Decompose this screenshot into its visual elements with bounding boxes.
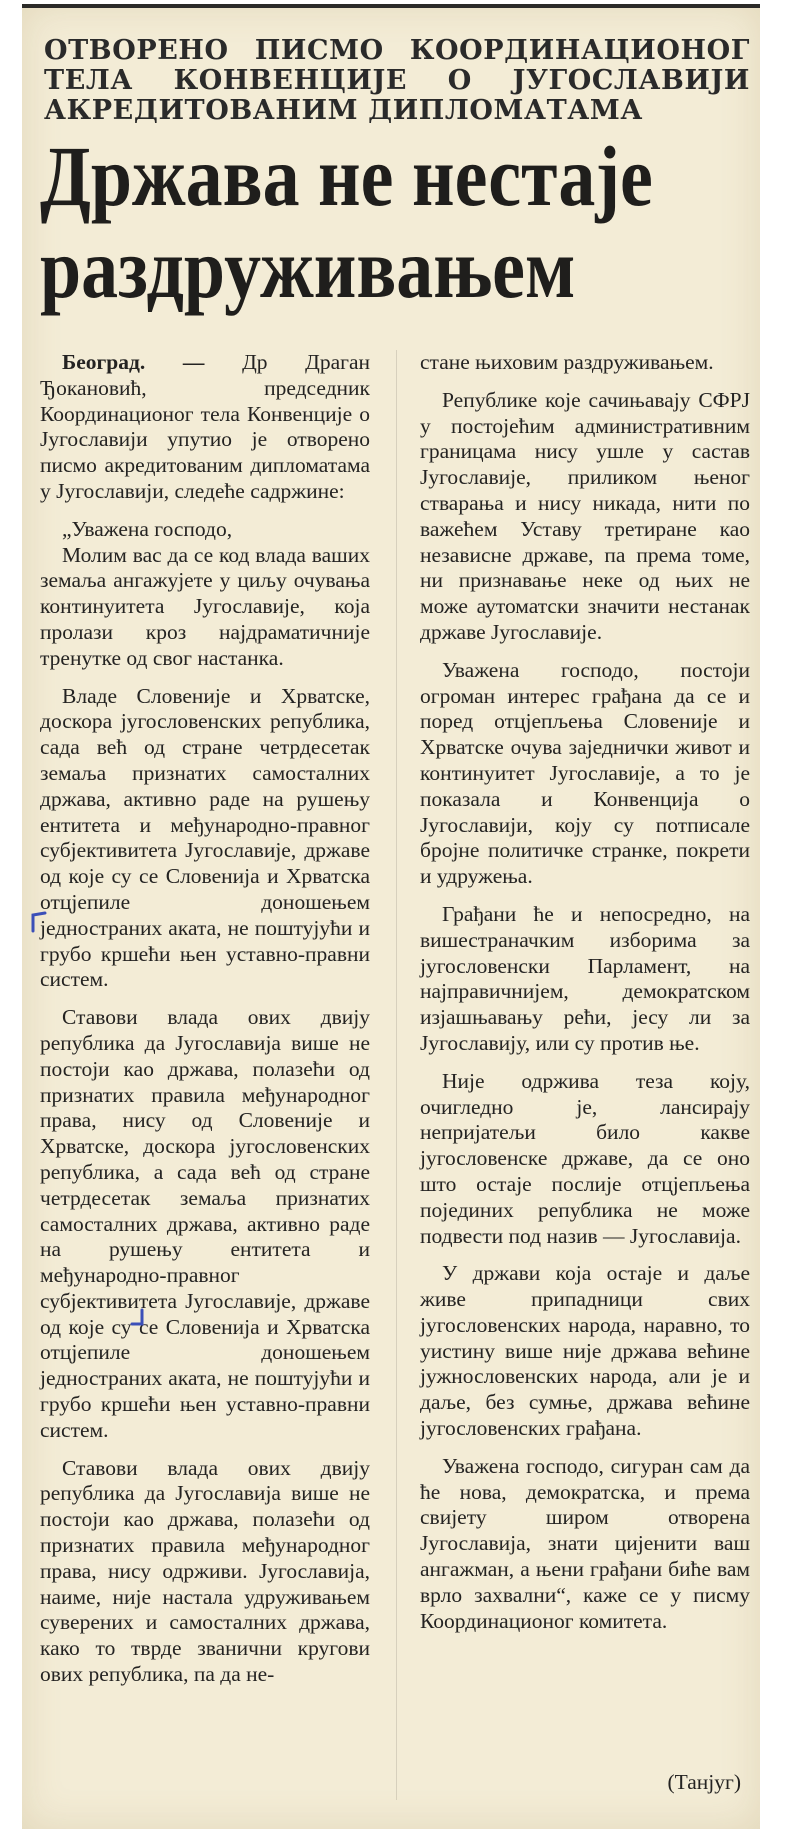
top-rule xyxy=(22,4,760,8)
pen-end-mark-icon xyxy=(128,1305,150,1335)
article-column-left xyxy=(40,350,370,1700)
paragraph: стане њиховим раздруживањем. xyxy=(420,350,714,374)
column-divider xyxy=(396,350,397,1800)
paragraph: Ставови влада ових двију република да Југославија више не постоји као држава, полазећи од признатих правила међународног права, нису од Словеније и Хрватске, доскора југословенских република, а сада већ од стране четрдесетак земаља признатих самосталних држава, активно раде на рушењу ентитета и међународно-правног субјективитета Југославије, државе од које су се Словенија и Хрватска отцјепиле доношењем једностраних аката, не поштујући и грубо кршећи њен уставно-правни систем. xyxy=(40,1005,370,1442)
article-column-right xyxy=(420,350,750,1646)
headline-line-2: раздруживањем xyxy=(40,220,576,316)
paragraph: Уважена господо, постоји огроман интерес грађана да се и поред отцјепљења Словеније и Хрватске очува заједнички живот и континуитет Југославије, а то је показала и Конвенција о Југославији, коју су потписале бројне политичке странке, покрети и удружења. xyxy=(420,657,750,889)
article-headline xyxy=(40,130,651,314)
source-credit: (Танјуг) xyxy=(667,1770,741,1794)
paragraph: Није одржива теза коју, очигледно је, лансирају непријатељи било какве југословенске државе, да се оно што остаје послије отцјепљења појединих република не може подвести под назив — Југославија. xyxy=(420,1068,750,1248)
paragraph: Уважена господо, сигуран сам да ће нова, демократска, и према свијету широм отворена Југославија, знати цијенити ваш ангажман, а њени грађани биће вам врло захвални“, каже се у писму Координационог комитета. xyxy=(420,1453,750,1633)
paragraph: Ставови влада ових двију република да Југославија више не постоји као држава, полазећи од признатих правила међународног права, нису одрживи. Југославија, наиме, није настала удруживањем суверених и самосталних држава, како то тврде званични кругови ових република, па да не- xyxy=(40,1455,370,1687)
paragraph: Грађани ће и непосредно, на вишестраначким изборима за југословенски Парламент, на најправичнијем, демократском изјашњавању рећи, јесу ли за Југославију, или су против ње. xyxy=(420,901,750,1055)
paragraph-text: Др Драган Ђокановић, председник Координационог тела Конвенције о Југославији упутио је отворено писмо акредитованим дипломатама у Југославији, следеће садржине: xyxy=(40,350,370,503)
headline-line-1: Држава не нестаје xyxy=(40,128,653,224)
paragraph: У држави која остаје и даље живе припадници свих југословенских народа, наравно, то уистину више није држава већине јужнословенских народа, али је и даље, без сумње, држава већине југословенских грађана. xyxy=(420,1261,750,1441)
article-kicker: ОТВОРЕНО ПИСМО КООРДИНАЦИОНОГ ТЕЛА КОНВЕНЦИЈЕ О ЈУГОСЛАВИЈИ АКРЕДИТОВАНИМ ДИПЛОМАТАМА xyxy=(44,35,750,126)
paragraph: Владе Словеније и Хрватске, доскора југословенских република, сада већ од стране четрдесетак земаља признатих самосталних држава, активно раде на рушењу ентитета и међународно-правног субјективитета Југославије, државе од које су се Словенија и Хрватска отцјепиле доношењем једностраних аката, не поштујући и грубо кршећи њен уставно-правни систем. xyxy=(40,683,370,992)
paragraph xyxy=(40,350,370,505)
paragraph: Републике које сачињавају СФРЈ у постојећим административним границама нису ушле у састав Југославије, приликом њеног стварања и нису никада, нити по важећем Уставу третиране као независне државе, па према томе, ни признавање неке од њих не може аутоматски значити нестанак државе Југославије. xyxy=(420,387,750,644)
paragraph: „Уважена господо, xyxy=(62,516,233,541)
paragraph: Молим вас да се код влада ваших земаља ангажујете у циљу очувања континуитета Југославије, која пролази кроз најдраматичније тренутке од свог настанка. xyxy=(40,542,370,670)
dateline: Београд. — xyxy=(62,350,205,374)
pen-bracket-mark-icon xyxy=(30,910,48,940)
